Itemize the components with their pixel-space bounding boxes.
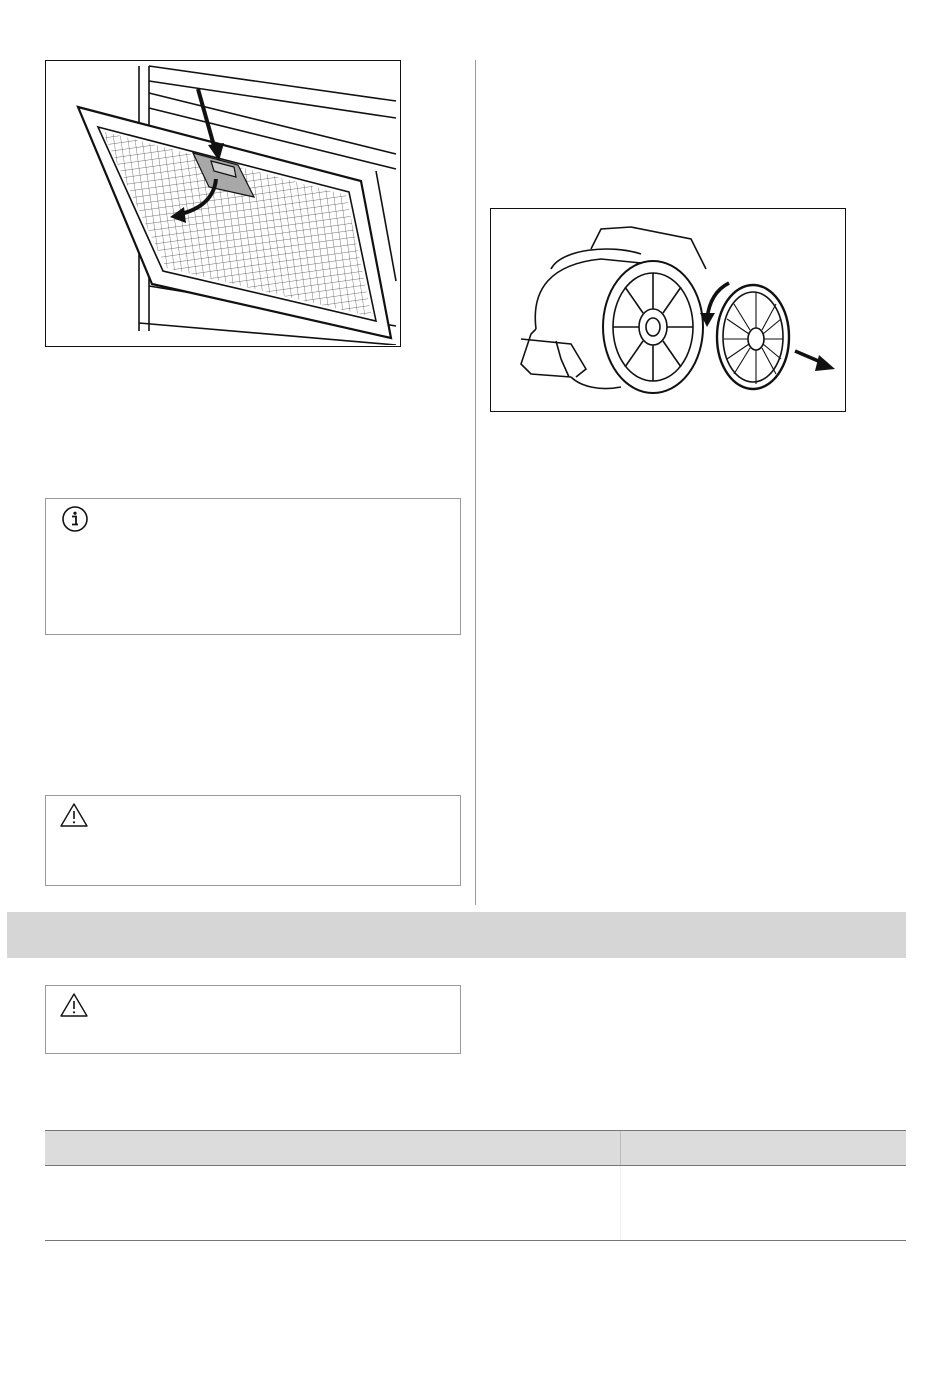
grease-filter-figure bbox=[45, 60, 401, 347]
table-bottom-rule bbox=[45, 1240, 906, 1241]
table-column-divider bbox=[620, 1131, 621, 1165]
table-body-row bbox=[45, 1166, 906, 1240]
carbon-filter-figure bbox=[490, 208, 846, 412]
info-icon bbox=[61, 505, 89, 533]
section-heading-band bbox=[7, 912, 906, 958]
warning-note-box bbox=[45, 795, 461, 886]
table-header-row bbox=[45, 1130, 906, 1166]
table-column-divider bbox=[620, 1166, 621, 1240]
info-note-box bbox=[45, 498, 461, 635]
carbon-filter-illustration bbox=[491, 209, 844, 410]
warning-icon bbox=[59, 802, 89, 828]
warning-note-box bbox=[45, 985, 461, 1054]
column-divider bbox=[475, 60, 476, 905]
grease-filter-illustration bbox=[46, 61, 399, 345]
warning-icon bbox=[59, 992, 89, 1018]
